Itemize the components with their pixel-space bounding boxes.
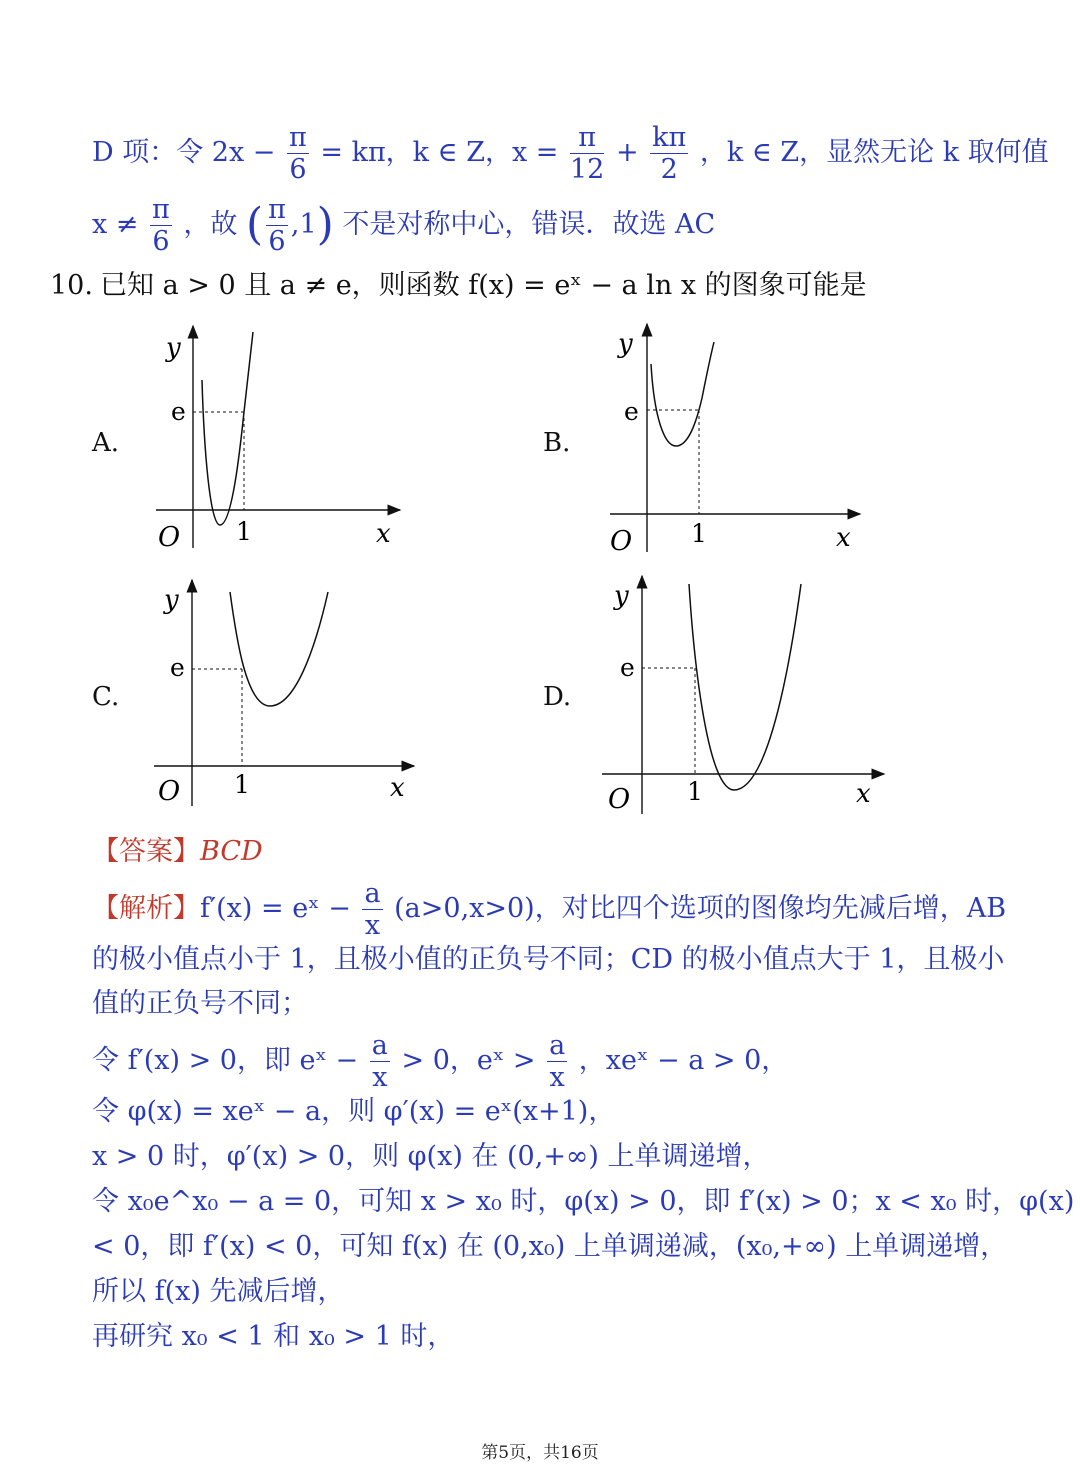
denominator: x xyxy=(372,1062,388,1093)
analysis-line-7: 令 x₀e^x₀ − a = 0，可知 x > x₀ 时，φ(x) > 0，即 f′(x) > 0；x < x₀ 时，φ(x) xyxy=(92,1186,1075,1217)
graph-option-d xyxy=(598,574,890,822)
graph-option-a xyxy=(148,320,418,560)
one-label: 1 xyxy=(236,517,252,546)
numerator: a xyxy=(364,878,381,909)
numerator: π xyxy=(268,194,286,225)
numerator: kπ xyxy=(652,122,687,153)
text-segment: + xyxy=(615,137,639,168)
x-label: x xyxy=(836,523,851,553)
one-label: 1 xyxy=(687,777,703,806)
one-label: 1 xyxy=(234,770,250,799)
option-letter-a: A. xyxy=(92,428,120,458)
text-segment: ,1 xyxy=(290,209,317,240)
question-number: 10. xyxy=(50,270,93,301)
analysis-line-2: 的极小值点小于 1，且极小值的正负号不同；CD 的极小值点大于 1，且极小 xyxy=(92,944,1005,975)
y-label: y xyxy=(618,329,633,359)
answer-value: BCD xyxy=(200,836,263,867)
left-paren: ( xyxy=(245,199,264,250)
graph-option-c xyxy=(148,574,428,814)
fraction xyxy=(150,196,172,255)
fraction xyxy=(650,124,688,183)
continuation-line-1 xyxy=(92,124,1049,183)
one-label: 1 xyxy=(691,519,707,548)
text-segment: x ≠ xyxy=(92,209,139,240)
option-letter-b: B. xyxy=(543,428,571,458)
text-segment: > 0，eˣ > xyxy=(401,1045,536,1076)
numerator: a xyxy=(371,1030,388,1061)
option-letter-c: C. xyxy=(92,682,120,712)
x-label: x xyxy=(856,779,871,809)
numerator: π xyxy=(570,124,604,154)
text-segment: (a>0,x>0)，对比四个选项的图像均先减后增，AB xyxy=(394,893,1007,924)
curve xyxy=(689,584,801,790)
denominator: x xyxy=(364,910,381,941)
fraction xyxy=(362,880,382,939)
analysis-line-6: x > 0 时，φ′(x) > 0，则 φ(x) 在 (0,+∞) 上单调递增， xyxy=(92,1141,770,1172)
analysis-line-3: 值的正负号不同； xyxy=(92,988,308,1019)
analysis-line-5: 令 φ(x) = xeˣ − a，则 φ′(x) = eˣ(x+1)， xyxy=(92,1096,616,1127)
x-label: x xyxy=(376,519,391,549)
numerator: π xyxy=(152,194,170,225)
text-segment: ，k ∈ Z，显然无论 k 取何值 xyxy=(699,137,1049,168)
text-segment: = kπ，k ∈ Z，x = xyxy=(320,137,559,168)
e-label: e xyxy=(171,397,186,426)
text-segment: f′(x) = eˣ − xyxy=(200,893,351,924)
answer-tag: 【答案】 xyxy=(92,836,200,867)
x-label: x xyxy=(390,773,405,803)
fraction xyxy=(266,196,288,255)
text-segment: ，故 xyxy=(183,209,238,240)
denominator: 6 xyxy=(152,226,170,257)
analysis-line-4 xyxy=(92,1032,788,1091)
analysis-tag: 【解析】 xyxy=(92,893,200,924)
analysis-line-1 xyxy=(92,880,1006,939)
continuation-line-2 xyxy=(92,196,715,255)
fraction xyxy=(370,1032,390,1091)
text-segment: ，xeˣ − a > 0， xyxy=(578,1045,789,1076)
curve xyxy=(230,592,328,706)
origin-label: O xyxy=(608,784,631,815)
question-text: 已知 a > 0 且 a ≠ e，则函数 f(x) = eˣ − a ln x 的图象可能是 xyxy=(100,270,867,301)
denominator: 6 xyxy=(289,154,307,185)
y-label: y xyxy=(614,581,629,611)
option-letter-d: D. xyxy=(543,682,572,712)
text-segment: D 项：令 2x − xyxy=(92,137,276,168)
origin-label: O xyxy=(610,526,633,557)
origin-label: O xyxy=(158,522,181,553)
fraction xyxy=(287,124,309,183)
curve xyxy=(651,342,714,446)
numerator: a xyxy=(549,1030,566,1061)
page-footer: 第5页，共16页 xyxy=(481,1443,599,1463)
e-label: e xyxy=(170,653,185,682)
fraction xyxy=(570,124,604,183)
answer-line xyxy=(92,832,263,872)
curve xyxy=(202,332,253,525)
analysis-line-8: < 0，即 f′(x) < 0，可知 f(x) 在 (0,x₀) 上单调递减，(x₀,+∞) 上单调递增， xyxy=(92,1231,1008,1262)
origin-label: O xyxy=(158,776,181,807)
analysis-line-10: 再研究 x₀ < 1 和 x₀ > 1 时， xyxy=(92,1321,455,1352)
denominator: 2 xyxy=(660,154,678,185)
fraction xyxy=(547,1032,567,1091)
text-segment: 令 f′(x) > 0，即 eˣ − xyxy=(92,1045,359,1076)
graph-option-b xyxy=(598,320,878,560)
denominator: 6 xyxy=(268,226,286,257)
y-label: y xyxy=(166,333,181,363)
e-label: e xyxy=(624,397,639,426)
y-label: y xyxy=(164,585,179,615)
text-segment: 不是对称中心，错误．故选 AC xyxy=(342,209,716,240)
e-label: e xyxy=(620,653,635,682)
numerator: π xyxy=(289,122,307,153)
analysis-line-9: 所以 f(x) 先减后增， xyxy=(92,1276,345,1307)
right-paren: ) xyxy=(316,199,334,250)
denominator: x xyxy=(549,1062,565,1093)
denominator: 12 xyxy=(570,154,605,185)
